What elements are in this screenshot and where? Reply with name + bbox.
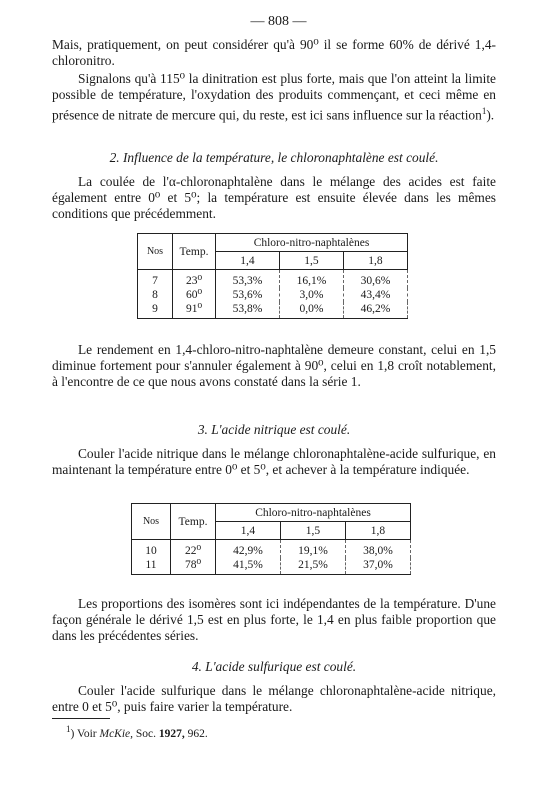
section-3-paragraph: Couler l'acide nitrique dans le mélange chloronaphtalène-acide sulfurique, en maintenant la température entre 0⁰ et 5⁰, et achever à la température indiquée. xyxy=(52,446,496,478)
cell-1-5: 16,1% xyxy=(279,270,343,289)
cell-1-4: 53,6% xyxy=(216,288,280,302)
cell-1-8: 46,2% xyxy=(343,302,407,319)
column-header-isomer: 1,4 xyxy=(216,522,281,540)
cell-temp: 23⁰ xyxy=(173,270,216,289)
footnote-divider xyxy=(52,718,110,719)
cell-1-8: 38,0% xyxy=(345,540,410,559)
cell-temp: 22⁰ xyxy=(171,540,216,559)
footnote-marker: 1 xyxy=(66,724,71,734)
section-2-paragraph-after: Le rendement en 1,4-chloro-nitro-naphtalène demeure constant, celui en 1,5 diminue fortement pour s'annuler également à 90⁰, celui en 1,8 croît notablement, à l'encontre de ce que nous avons constaté dans la série 1. xyxy=(52,342,496,390)
cell-1-5: 21,5% xyxy=(280,558,345,575)
section-3-paragraph-after: Les proportions des isomères sont ici indépendantes de la température. D'une façon générale le dérivé 1,5 est en plus forte, le 1,4 en plus faible proportion que dans les précédentes séries. xyxy=(52,596,496,644)
table-row xyxy=(132,540,411,559)
cell-temp: 91⁰ xyxy=(173,302,216,319)
cell-no: 7 xyxy=(138,270,173,289)
footnote-page: 962. xyxy=(187,727,208,740)
column-group-header: Chloro-nitro-naphtalènes xyxy=(216,504,411,522)
column-header-isomer: 1,4 xyxy=(216,252,280,270)
column-header-isomer: 1,5 xyxy=(280,522,345,540)
table-row xyxy=(138,270,408,289)
footnote: $^1$) Voir McKie, Soc. 1927, 962. xyxy=(66,724,208,740)
cell-1-4: 42,9% xyxy=(216,540,281,559)
footnote-prefix: Voir xyxy=(77,727,97,740)
cell-1-4: 53,8% xyxy=(216,302,280,319)
column-header-nos: Nos xyxy=(138,234,173,270)
cell-1-4: 53,3% xyxy=(216,270,280,289)
section-2-heading: 2. Influence de la température, le chloronaphtalène est coulé. xyxy=(109,150,439,165)
footnote-journal: Soc. xyxy=(135,727,157,740)
intro-paragraph-2 xyxy=(52,71,496,124)
page-number: — 808 — xyxy=(250,14,307,29)
section-3-heading: 3. L'acide nitrique est coulé. xyxy=(197,422,351,437)
cell-1-8: 43,4% xyxy=(343,288,407,302)
column-header-temp: Temp. xyxy=(171,504,216,540)
cell-temp: 78⁰ xyxy=(171,558,216,575)
cell-1-4: 41,5% xyxy=(216,558,281,575)
intro-paragraph-2-text: Signalons qu'à 115⁰ la dinitration est plus forte, mais que l'on atteint la limite possible de température, l'oxydation des produits commençant, et ceci même en présence de nitrate de mercure qui, du reste, est ici sans influence sur la réaction xyxy=(52,71,496,123)
footnote-author: McKie, xyxy=(99,727,134,740)
section-4-heading: 4. L'acide sulfurique est coulé. xyxy=(191,659,357,674)
footnote-reference: 1 xyxy=(481,106,487,117)
column-header-isomer: 1,8 xyxy=(345,522,410,540)
cell-1-8: 37,0% xyxy=(345,558,410,575)
column-group-header: Chloro-nitro-naphtalènes xyxy=(216,234,408,252)
cell-1-5: 3,0% xyxy=(279,288,343,302)
cell-no: 8 xyxy=(138,288,173,302)
footnote-year: 1927, xyxy=(158,727,185,740)
cell-temp: 60⁰ xyxy=(173,288,216,302)
table-row xyxy=(138,288,408,302)
intro-paragraph-1: Mais, pratiquement, on peut considérer qu'à 90⁰ il se forme 60% de dérivé 1,4-chloronitro. xyxy=(52,37,496,69)
table-section-2 xyxy=(137,233,408,319)
table-section-3 xyxy=(131,503,411,575)
intro-paragraph-2-end: ). xyxy=(486,107,495,123)
table-row xyxy=(132,558,411,575)
table-row xyxy=(138,302,408,319)
column-header-isomer: 1,5 xyxy=(279,252,343,270)
cell-1-5: 0,0% xyxy=(279,302,343,319)
column-header-temp: Temp. xyxy=(173,234,216,270)
cell-no: 11 xyxy=(132,558,171,575)
section-2-paragraph: La coulée de l'α-chloronaphtalène dans le mélange des acides est faite également entre 0⁰ et 5⁰; la température est ensuite élevée dans les mêmes conditions que précédemment. xyxy=(52,174,496,222)
cell-1-5: 19,1% xyxy=(280,540,345,559)
cell-no: 9 xyxy=(138,302,173,319)
section-4-paragraph: Couler l'acide sulfurique dans le mélange chloronaphtalène-acide nitrique, entre 0 et 5⁰, puis faire varier la température. xyxy=(52,683,496,715)
cell-no: 10 xyxy=(132,540,171,559)
column-header-nos: Nos xyxy=(132,504,171,540)
cell-1-8: 30,6% xyxy=(343,270,407,289)
column-header-isomer: 1,8 xyxy=(343,252,407,270)
